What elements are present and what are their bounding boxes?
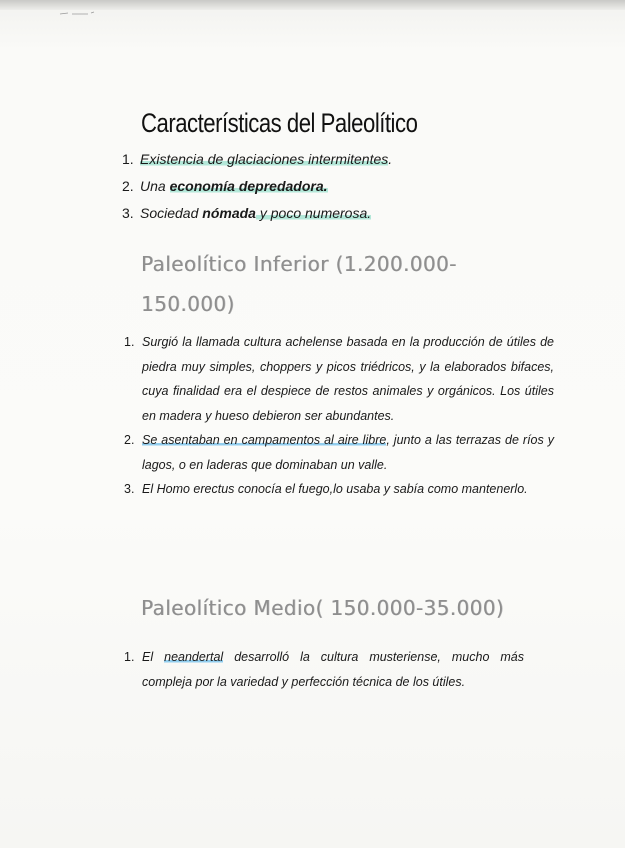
inferior-list [124,330,554,502]
item-text: Surgió la llamada cultura achelense basada en la producción de útiles de piedra muy simples, choppers y picos triédricos, y la elaborados bifaces, cuya finalidad era el despiece de restos animales y orgánicos. Los útiles en madera y hueso debieron ser abundantes. [142,335,554,423]
list-item [122,201,392,228]
item-text: . [388,151,393,167]
list-item [124,645,524,694]
pencil-mark [58,8,98,18]
item-text: Sociedad [140,205,203,221]
list-item [124,477,554,502]
item-number: 3. [124,482,135,496]
item-number: 2. [122,178,134,194]
bold-text: economía depredadora. [169,178,328,194]
highlighted-text: Se asentaban en campamentos al aire libre [142,433,387,447]
item-text: , junto a las terrazas de ríos y lagos, o en laderas que dominaban un valle. [142,433,554,472]
item-number: 1. [122,151,134,167]
list-item [122,147,392,174]
section-heading-medio: Paleolítico Medio( 150.000-35.000) [141,596,505,620]
item-text: desarrolló la cultura musteriense, mucho más compleja por la variedad y perfección técnica de los útiles. [142,650,525,689]
item-text: Una [140,178,170,194]
list-item [124,428,554,477]
list-item [124,330,554,428]
item-text: El [142,650,165,664]
item-number: 1. [124,335,135,349]
highlighted-text: neandertal [164,650,224,664]
features-list [122,147,392,228]
list-item [122,174,392,201]
section-heading-inferior: Paleolítico Inferior (1.200.000-150.000) [141,252,457,316]
item-number: 3. [122,205,134,221]
medio-list [124,645,524,694]
item-number: 1. [124,650,135,664]
page-title: Características del Paleolítico [141,108,418,138]
highlighted-text: y poco numerosa. [255,205,372,221]
highlighted-text: Existencia de glaciaciones intermitentes [140,151,389,167]
item-text: El Homo erectus conocía el fuego,lo usaba y sabía como mantenerlo. [142,482,528,496]
item-number: 2. [124,433,135,447]
bold-text: nómada [202,205,256,221]
